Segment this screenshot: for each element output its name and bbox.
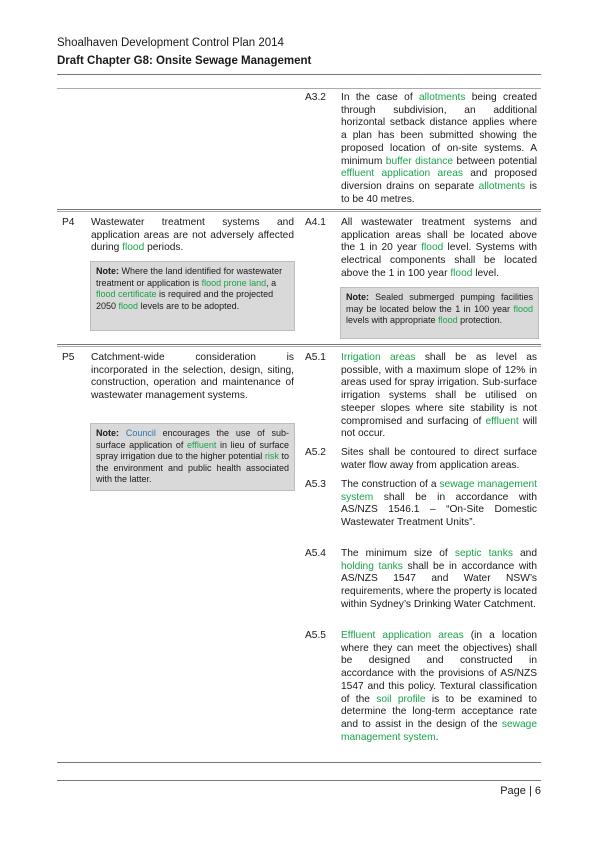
defined-term[interactable]: effluent application areas: [341, 168, 463, 180]
defined-term[interactable]: holding tanks: [341, 560, 403, 572]
table-top-rule: [57, 88, 541, 89]
row-divider: [57, 209, 541, 210]
clause-number: A5.1: [305, 352, 326, 363]
page-number: Page | 6: [500, 785, 541, 797]
defined-term[interactable]: flood: [421, 242, 444, 254]
acceptable-solution-a5-1: Irrigation areas shall be as level as possible, with a maximum slope of 12% in areas used for spray irrigation. Sub-surface irrigation systems shall be utilised on steeper slopes where site stability is not compromised and surfacing of effluent will not occur.: [341, 352, 537, 440]
defined-term[interactable]: risk: [264, 451, 279, 461]
defined-term[interactable]: effluent: [187, 439, 217, 450]
header-rule: [57, 74, 541, 75]
clause-number: A5.2: [305, 447, 326, 458]
council-link[interactable]: Council: [125, 428, 156, 438]
clause-number: A5.5: [305, 630, 326, 641]
performance-criteria-number: P4: [62, 217, 75, 228]
defined-term[interactable]: allotments: [419, 92, 466, 103]
performance-criteria-p4: Wastewater treatment systems and application areas are not adversely affected during flood periods.: [91, 217, 294, 254]
defined-term[interactable]: sewage management system: [341, 718, 537, 743]
acceptable-solution-a5-4: The minimum size of septic tanks and holding tanks shall be in accordance with AS/NZS 1547 and Water NSW’s requirements, where the property is located within Sydney’s Drinking Water Catchment.: [341, 548, 538, 610]
defined-term[interactable]: effluent: [485, 415, 519, 427]
acceptable-solution-a3-2: In the case of allotments being created through subdivision, an additional horizontal setback distance applies where a plan has been submitted showing the proposed location of on-site systems. A minimum buffer distance between potential effluent application areas and proposed diversion drains on separate allotments is to be 40 metres.: [341, 92, 538, 205]
defined-term[interactable]: flood: [450, 267, 473, 279]
footer-rule: [57, 780, 541, 781]
defined-term[interactable]: flood: [118, 300, 139, 311]
p5-note-box: Note: Council encourages the use of sub-surface application of effluent in lieu of surface spray irrigation due to the higher potential risk to the environment and public health associated with the latter.: [90, 423, 295, 491]
acceptable-solution-a4-1: All wastewater treatment systems and application areas shall be located above the 1 in 20 year flood level. Systems with electrical components shall be located above the 1 in 100 year flood level.: [341, 217, 538, 279]
row-divider: [57, 344, 541, 345]
defined-term[interactable]: flood: [513, 303, 533, 314]
defined-term[interactable]: flood: [122, 242, 145, 254]
clause-number: A5.4: [305, 548, 326, 559]
performance-criteria-p5: Catchment-wide consideration is incorporated in the selection, design, siting, construction, operation and maintenance of wastewater management systems.: [91, 352, 294, 402]
defined-term[interactable]: buffer distance: [385, 155, 454, 167]
defined-term[interactable]: sewage management system: [341, 479, 537, 503]
acceptable-solution-a5-2: Sites shall be contoured to direct surface water flow away from application areas.: [341, 447, 537, 471]
table-bottom-rule: [57, 762, 541, 763]
chapter-title: Draft Chapter G8: Onsite Sewage Management: [57, 55, 312, 67]
acceptable-solution-a5-5: Effluent application areas (in a location where they can meet the objectives) shall be designed and constructed in accordance with the provisions of AS/NZS 1547 and this policy. Textural classification of the soil profile is to be examined to determine the long-term acceptance rate and to assist in the design of the sewage management system.: [341, 630, 538, 743]
defined-term[interactable]: soil profile: [376, 693, 426, 705]
defined-term[interactable]: Effluent application areas: [341, 630, 464, 641]
clause-number: A5.3: [305, 479, 326, 490]
performance-criteria-number: P5: [62, 352, 75, 363]
acceptable-solution-a5-3: The construction of a sewage management system shall be in accordance with AS/NZS 1546.1 – “On-Site Domestic Wastewater Treatment Units”.: [341, 479, 537, 529]
p4-note-box: Note: Where the land identified for wastewater treatment or application is flood prone land, a flood certificate is required and the projected 2050 flood levels are to be adopted.: [90, 261, 295, 331]
defined-term[interactable]: flood: [438, 315, 458, 325]
defined-term[interactable]: allotments: [478, 180, 526, 192]
a4-1-note-box: Note: Sealed submerged pumping facilities may be located below the 1 in 100 year flood levels with appropriate flood protection.: [340, 287, 539, 339]
clause-number: A3.2: [305, 92, 326, 103]
defined-term[interactable]: flood certificate: [96, 289, 157, 299]
defined-term[interactable]: flood prone land: [201, 277, 267, 288]
row-divider-double: [57, 346, 541, 347]
defined-term[interactable]: septic tanks: [454, 548, 513, 559]
clause-number: A4.1: [305, 217, 326, 228]
defined-term[interactable]: Irrigation areas: [341, 352, 416, 363]
row-divider-double: [57, 211, 541, 212]
document-title: Shoalhaven Development Control Plan 2014: [57, 37, 284, 49]
